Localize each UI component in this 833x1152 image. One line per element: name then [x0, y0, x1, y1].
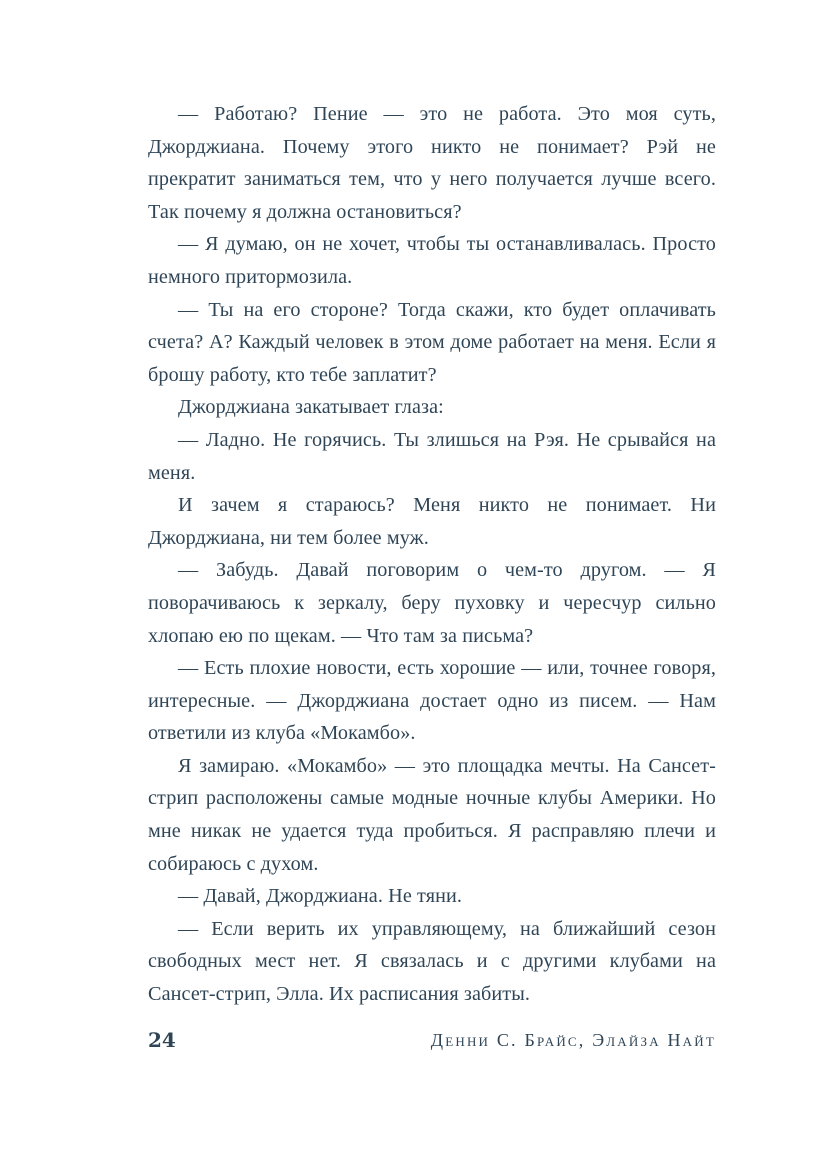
paragraph: — Давай, Джорджиана. Не тяни. [178, 885, 463, 908]
paragraph: — Ладно. Не горячись. Ты злишься на Рэя. Не срывайся на меня. [148, 428, 716, 484]
page-number: 24 [148, 1028, 176, 1052]
paragraph: — Если верить их управляющему, на ближайший сезон свободных мест нет. Я связалась и с другими клубами на Сансет-стрип, Элла. Их расписания забиты. [148, 917, 716, 1006]
paragraph: — Забудь. Давай поговорим о чем-то другом. — Я поворачиваюсь к зеркалу, беру пуховку и чересчур сильно хлопаю ею по щекам. — Что там за письма? [148, 559, 716, 647]
paragraph: — Работаю? Пение — это не работа. Это моя суть, Джорджиана. Почему этого никто не понимает? Рэй не прекратит заниматься тем, что у него получается лучше всего. Так почему я должна остановиться? [148, 103, 716, 223]
main-text [148, 98, 716, 1011]
page-footer [148, 1026, 716, 1054]
paragraph: — Ты на его стороне? Тогда скажи, кто будет оплачивать счета? А? Каждый человек в этом доме работает на меня. Если я брошу работу, кто тебе заплатит? [148, 298, 716, 386]
paragraph: — Есть плохие новости, есть хорошие — или, точнее говоря, интересные. — Джорджиана достает одно из писем. — Нам ответили из клуба «Мокамбо». [148, 657, 716, 745]
paragraph: — Я думаю, он не хочет, чтобы ты останавливалась. Просто немного притормозила. [148, 233, 716, 288]
running-head-authors: Денни С. Брайс, Элайза Найт [430, 1030, 716, 1050]
paragraph: Джорджиана закатывает глаза: [178, 396, 444, 419]
paragraph: Я замираю. «Мокамбо» — это площадка мечты. На Сансет-стрип расположены самые модные ночные клубы Америки. Но мне никак не удается туда пробиться. Я расправляю плечи и собираюсь с духом. [148, 754, 716, 875]
paragraph: И зачем я стараюсь? Меня никто не понимает. Ни Джорджиана, ни тем более муж. [148, 494, 716, 549]
